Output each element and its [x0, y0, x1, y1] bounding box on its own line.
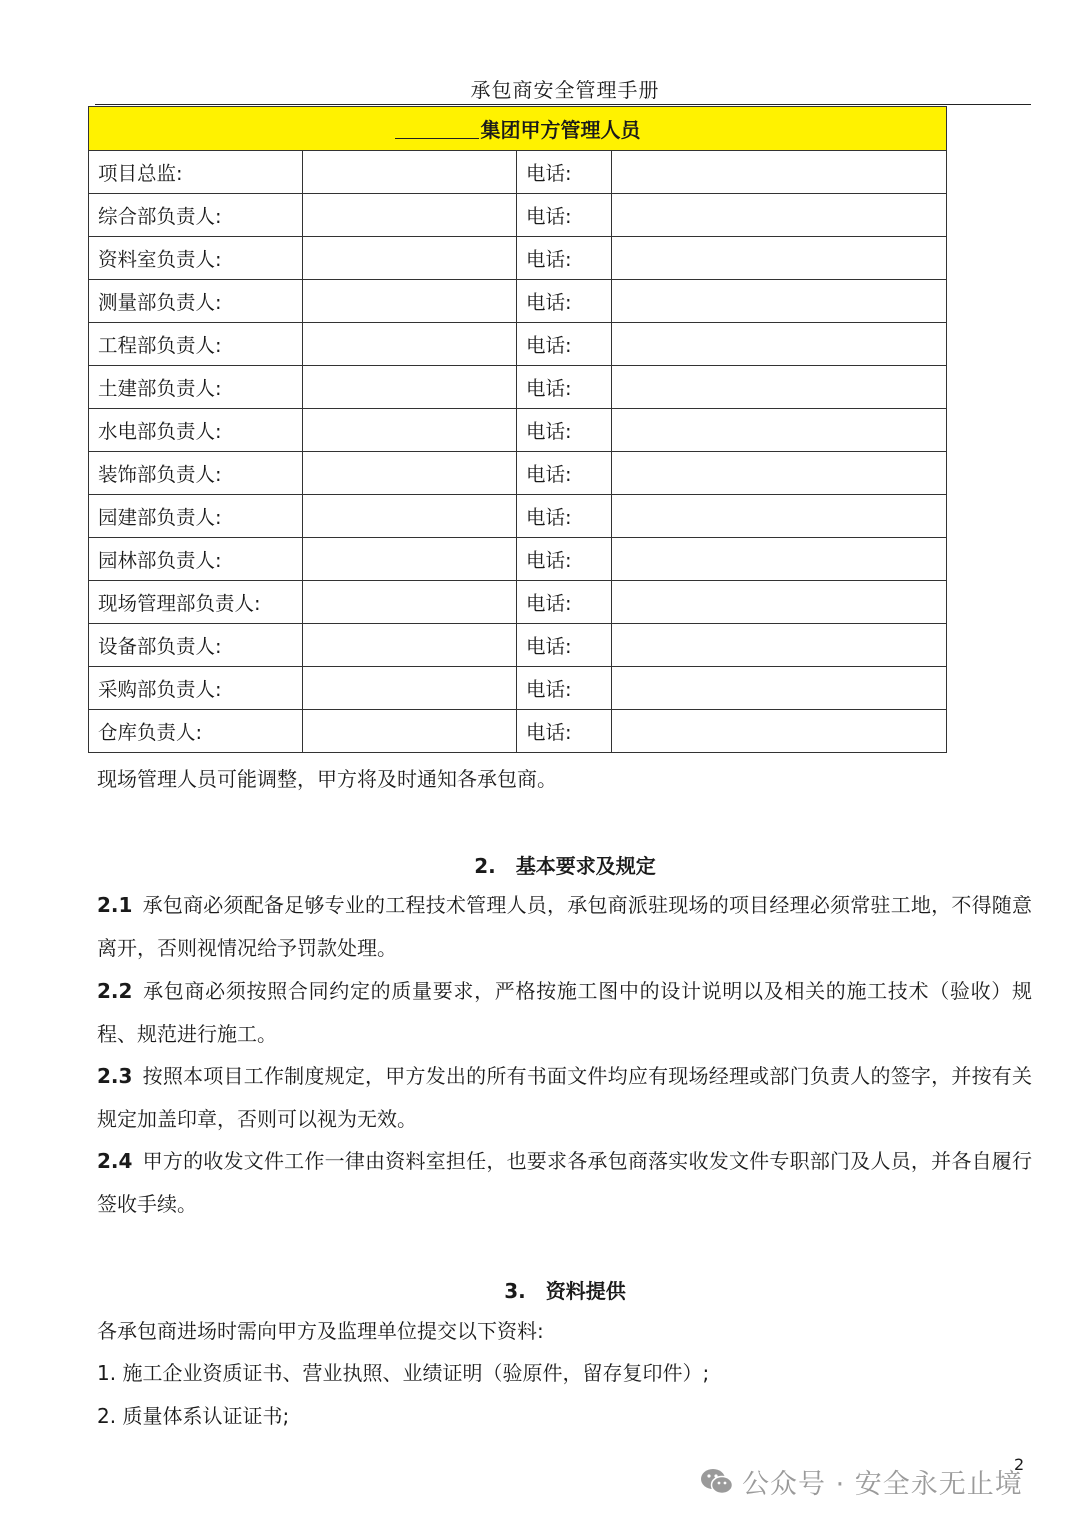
watermark — [700, 1462, 1023, 1501]
phone-label-cell: 电话: — [517, 151, 612, 194]
phone-label-cell: 电话: — [517, 538, 612, 581]
role-cell: 设备部负责人: — [89, 624, 303, 667]
role-cell: 园林部负责人: — [89, 538, 303, 581]
name-value-cell — [303, 323, 517, 366]
phone-label-cell: 电话: — [517, 323, 612, 366]
clause-text: 承包商必须按照合同约定的质量要求，严格按施工图中的设计说明以及相关的施工技术（验收）规程、规范进行施工。 — [97, 979, 1032, 1046]
phone-value-cell — [612, 237, 947, 280]
role-cell: 采购部负责人: — [89, 667, 303, 710]
header-rule — [95, 104, 1031, 105]
phone-value-cell — [612, 667, 947, 710]
clause-number: 2.4 — [97, 1149, 133, 1173]
name-value-cell — [303, 151, 517, 194]
clause-number: 2.3 — [97, 1064, 133, 1088]
section-3-title: 资料提供 — [545, 1279, 626, 1303]
name-value-cell — [303, 194, 517, 237]
phone-value-cell — [612, 495, 947, 538]
section-3-intro: 各承包商进场时需向甲方及监理单位提交以下资料: — [97, 1319, 544, 1343]
role-cell: 项目总监: — [89, 151, 303, 194]
clause-2-3 — [97, 1055, 1032, 1141]
table-row — [89, 323, 947, 366]
name-value-cell — [303, 280, 517, 323]
staff-contact-table — [88, 106, 947, 753]
staff-change-note: 现场管理人员可能调整，甲方将及时通知各承包商。 — [97, 767, 557, 791]
name-value-cell — [303, 495, 517, 538]
role-cell: 现场管理部负责人: — [89, 581, 303, 624]
name-value-cell — [303, 538, 517, 581]
table-row — [89, 452, 947, 495]
name-value-cell — [303, 624, 517, 667]
phone-label-cell: 电话: — [517, 237, 612, 280]
table-row — [89, 538, 947, 581]
list-item: 1. 施工企业资质证书、营业执照、业绩证明（验原件，留存复印件）; — [97, 1361, 710, 1385]
clause-2-4 — [97, 1140, 1032, 1226]
clause-text: 按照本项目工作制度规定，甲方发出的所有书面文件均应有现场经理或部门负责人的签字，并按有关规定加盖印章，否则可以视为无效。 — [97, 1064, 1032, 1131]
phone-value-cell — [612, 323, 947, 366]
table-banner — [89, 107, 947, 151]
phone-value-cell — [612, 280, 947, 323]
phone-label-cell: 电话: — [517, 409, 612, 452]
document-header-title: 承包商安全管理手册 — [470, 78, 660, 102]
table-row — [89, 409, 947, 452]
phone-label-cell: 电话: — [517, 710, 612, 753]
section-2-title: 基本要求及规定 — [515, 854, 656, 878]
role-cell: 园建部负责人: — [89, 495, 303, 538]
clause-text: 承包商必须配备足够专业的工程技术管理人员，承包商派驻现场的项目经理必须常驻工地，不得随意离开，否则视情况给予罚款处理。 — [97, 893, 1032, 960]
name-value-cell — [303, 581, 517, 624]
phone-value-cell — [612, 151, 947, 194]
name-value-cell — [303, 366, 517, 409]
table-row — [89, 151, 947, 194]
table-row — [89, 624, 947, 667]
phone-value-cell — [612, 624, 947, 667]
role-cell: 综合部负责人: — [89, 194, 303, 237]
phone-label-cell: 电话: — [517, 452, 612, 495]
role-cell: 土建部负责人: — [89, 366, 303, 409]
table-row — [89, 667, 947, 710]
role-cell: 测量部负责人: — [89, 280, 303, 323]
table-row — [89, 194, 947, 237]
phone-value-cell — [612, 452, 947, 495]
phone-value-cell — [612, 194, 947, 237]
phone-label-cell: 电话: — [517, 280, 612, 323]
name-value-cell — [303, 237, 517, 280]
fill-in-blank — [395, 138, 479, 139]
table-row — [89, 710, 947, 753]
section-2-heading — [0, 850, 1080, 879]
table-banner-text: 集团甲方管理人员 — [480, 118, 641, 142]
phone-label-cell: 电话: — [517, 366, 612, 409]
section-3-heading — [0, 1275, 1080, 1304]
phone-value-cell — [612, 538, 947, 581]
clause-number: 2.1 — [97, 893, 133, 917]
phone-value-cell — [612, 710, 947, 753]
name-value-cell — [303, 710, 517, 753]
role-cell: 装饰部负责人: — [89, 452, 303, 495]
phone-label-cell: 电话: — [517, 581, 612, 624]
name-value-cell — [303, 452, 517, 495]
phone-value-cell — [612, 581, 947, 624]
clause-2-1 — [97, 884, 1032, 970]
phone-label-cell: 电话: — [517, 194, 612, 237]
watermark-text: 公众号 · 安全永无止境 — [742, 1469, 1023, 1500]
name-value-cell — [303, 667, 517, 710]
phone-label-cell: 电话: — [517, 667, 612, 710]
phone-value-cell — [612, 366, 947, 409]
clause-2-2 — [97, 970, 1032, 1056]
table-row — [89, 237, 947, 280]
table-row — [89, 366, 947, 409]
role-cell: 水电部负责人: — [89, 409, 303, 452]
table-row — [89, 581, 947, 624]
role-cell: 资料室负责人: — [89, 237, 303, 280]
section-2-number: 2. — [474, 854, 496, 878]
table-banner-row — [89, 107, 947, 151]
wechat-icon — [700, 1467, 734, 1497]
phone-value-cell — [612, 409, 947, 452]
role-cell: 工程部负责人: — [89, 323, 303, 366]
name-value-cell — [303, 409, 517, 452]
table-row — [89, 280, 947, 323]
role-cell: 仓库负责人: — [89, 710, 303, 753]
section-3-number: 3. — [504, 1279, 526, 1303]
phone-label-cell: 电话: — [517, 624, 612, 667]
table-row — [89, 495, 947, 538]
clause-text: 甲方的收发文件工作一律由资料室担任，也要求各承包商落实收发文件专职部门及人员，并各自履行签收手续。 — [97, 1149, 1032, 1216]
page-number: 2 — [1014, 1455, 1025, 1474]
phone-label-cell: 电话: — [517, 495, 612, 538]
clause-number: 2.2 — [97, 979, 133, 1003]
list-item: 2. 质量体系认证证书; — [97, 1404, 290, 1428]
